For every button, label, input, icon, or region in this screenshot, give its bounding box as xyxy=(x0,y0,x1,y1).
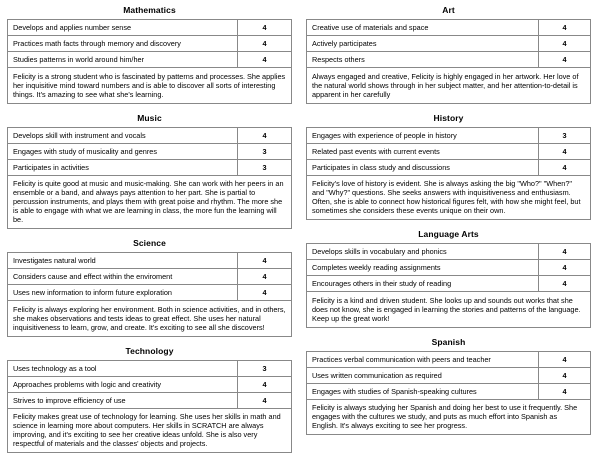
score-value: 4 xyxy=(539,367,591,383)
score-value: 3 xyxy=(238,159,292,175)
score-value: 4 xyxy=(238,36,292,52)
table-row xyxy=(8,360,292,376)
criterion-label: Develops skill with instrument and vocals xyxy=(8,127,238,143)
section-title: History xyxy=(306,112,591,127)
table-row xyxy=(8,269,292,285)
score-value: 4 xyxy=(539,276,591,292)
comment-row xyxy=(307,399,591,435)
comment-row xyxy=(307,292,591,328)
criterion-label: Practices verbal communication with peers and teacher xyxy=(307,351,539,367)
score-value: 4 xyxy=(539,159,591,175)
subject-table xyxy=(306,351,591,436)
score-value: 4 xyxy=(539,260,591,276)
criterion-label: Uses new information to inform future exploration xyxy=(8,285,238,301)
left-column xyxy=(7,4,292,404)
section-title: Music xyxy=(7,112,292,127)
section-title: Art xyxy=(306,4,591,19)
table-row xyxy=(8,52,292,68)
criterion-label: Engages with experience of people in history xyxy=(307,127,539,143)
section-science xyxy=(7,237,292,337)
score-value: 4 xyxy=(238,269,292,285)
table-row xyxy=(307,244,591,260)
score-value: 4 xyxy=(238,20,292,36)
criterion-label: Participates in class study and discussions xyxy=(307,159,539,175)
score-value: 4 xyxy=(539,244,591,260)
table-row xyxy=(8,392,292,408)
section-language-arts xyxy=(306,228,591,328)
score-value: 4 xyxy=(539,351,591,367)
table-row xyxy=(8,253,292,269)
section-title: Language Arts xyxy=(306,228,591,243)
subject-table xyxy=(306,127,591,221)
subject-table xyxy=(7,127,292,230)
criterion-label: Engages with study of musicality and genres xyxy=(8,143,238,159)
table-row xyxy=(307,36,591,52)
table-row xyxy=(8,285,292,301)
criterion-label: Approaches problems with logic and creativity xyxy=(8,376,238,392)
table-row xyxy=(8,159,292,175)
score-value: 3 xyxy=(238,143,292,159)
table-row xyxy=(307,143,591,159)
comment-row xyxy=(307,175,591,220)
score-value: 4 xyxy=(539,20,591,36)
teacher-comment: Felicity is quite good at music and music-making. She can work with her peers in an ensemble or a band, and always pays attention to her part. She is partial to percussion instruments, and plays them with great poise and rhythm. The more she is able to engage with what we are learning in class, the more fun the learning will be. xyxy=(8,175,292,229)
table-row xyxy=(307,383,591,399)
criterion-label: Uses technology as a tool xyxy=(8,360,238,376)
subject-table xyxy=(306,243,591,328)
section-title: Technology xyxy=(7,345,292,360)
criterion-label: Studies patterns in world around him/her xyxy=(8,52,238,68)
score-value: 4 xyxy=(238,253,292,269)
teacher-comment: Felicity is a kind and driven student. She looks up and sounds out works that she does not know, she is engaged in learning the stories and patterns of the language. Keep up the great work! xyxy=(307,292,591,328)
score-value: 3 xyxy=(238,360,292,376)
criterion-label: Encourages others in their study of reading xyxy=(307,276,539,292)
section-music xyxy=(7,112,292,230)
subject-table xyxy=(7,19,292,104)
subject-table xyxy=(7,252,292,337)
table-row xyxy=(8,376,292,392)
comment-row xyxy=(307,68,591,104)
criterion-label: Respects others xyxy=(307,52,539,68)
criterion-label: Creative use of materials and space xyxy=(307,20,539,36)
right-column xyxy=(306,4,591,404)
section-technology xyxy=(7,345,292,453)
teacher-comment: Felicity is a strong student who is fascinated by patterns and processes. She applies her inquisitive mind toward numbers and is able to discover all sorts of interesting things. It's amazing to see what she's learning. xyxy=(8,68,292,104)
table-row xyxy=(307,159,591,175)
teacher-comment: Felicity is always studying her Spanish and doing her best to use it frequently. She engages with the cultures we study, and puts as much effort into Spanish as English. It's always exciting to see her progress. xyxy=(307,399,591,435)
table-row xyxy=(8,127,292,143)
comment-row xyxy=(8,301,292,337)
score-value: 4 xyxy=(539,36,591,52)
score-value: 4 xyxy=(238,376,292,392)
section-title: Mathematics xyxy=(7,4,292,19)
section-title: Spanish xyxy=(306,336,591,351)
criterion-label: Actively participates xyxy=(307,36,539,52)
table-row xyxy=(307,127,591,143)
criterion-label: Practices math facts through memory and discovery xyxy=(8,36,238,52)
table-row xyxy=(307,351,591,367)
score-value: 4 xyxy=(238,52,292,68)
score-value: 4 xyxy=(238,392,292,408)
criterion-label: Considers cause and effect within the enviroment xyxy=(8,269,238,285)
criterion-label: Develops skills in vocabulary and phonics xyxy=(307,244,539,260)
table-row xyxy=(307,52,591,68)
score-value: 4 xyxy=(539,52,591,68)
criterion-label: Engages with studies of Spanish-speaking cultures xyxy=(307,383,539,399)
criterion-label: Participates in activities xyxy=(8,159,238,175)
section-mathematics xyxy=(7,4,292,104)
score-value: 4 xyxy=(238,127,292,143)
table-row xyxy=(8,20,292,36)
score-value: 4 xyxy=(238,285,292,301)
section-history xyxy=(306,112,591,221)
table-row xyxy=(307,260,591,276)
comment-row xyxy=(8,68,292,104)
teacher-comment: Always engaged and creative, Felicity is highly engaged in her artwork. Her love of the natural world shows through in her subject matter, and her attention-to-detail is apparent in her carefully xyxy=(307,68,591,104)
table-row xyxy=(307,367,591,383)
criterion-label: Completes weekly reading assignments xyxy=(307,260,539,276)
subject-table xyxy=(7,360,292,453)
section-title: Science xyxy=(7,237,292,252)
table-row xyxy=(307,276,591,292)
criterion-label: Strives to improve efficiency of use xyxy=(8,392,238,408)
score-value: 3 xyxy=(539,127,591,143)
comment-row xyxy=(8,408,292,453)
teacher-comment: Felicity makes great use of technology for learning. She uses her skills in math and science in learning more about computers. Her skills in SCRATCH are always improving, and it's exciting to see her creative ideas unfold. She is also very respectful of materials and the classes' objects and projects. xyxy=(8,408,292,453)
criterion-label: Investigates natural world xyxy=(8,253,238,269)
table-row xyxy=(307,20,591,36)
section-spanish xyxy=(306,336,591,436)
table-row xyxy=(8,36,292,52)
score-value: 4 xyxy=(539,143,591,159)
comment-row xyxy=(8,175,292,229)
teacher-comment: Felicity's love of history is evident. She is always asking the big "Who?" "When?" and "Why?" questions. She seeks answers with inquisitiveness and enthusiasm. Often, she is able to connect how historical figures felt, with how she might feel, but sometimes she considers these events unique on their own. xyxy=(307,175,591,220)
score-value: 4 xyxy=(539,383,591,399)
criterion-label: Related past events with current events xyxy=(307,143,539,159)
section-art xyxy=(306,4,591,104)
table-row xyxy=(8,143,292,159)
subject-table xyxy=(306,19,591,104)
criterion-label: Uses written communication as required xyxy=(307,367,539,383)
teacher-comment: Felicity is always exploring her environment. Both in science activities, and in others, she makes observations and tests ideas to great effect. She uses her natural inquisitiveness to learn, grow, and create. It's exciting to see all she discovers! xyxy=(8,301,292,337)
criterion-label: Develops and applies number sense xyxy=(8,20,238,36)
